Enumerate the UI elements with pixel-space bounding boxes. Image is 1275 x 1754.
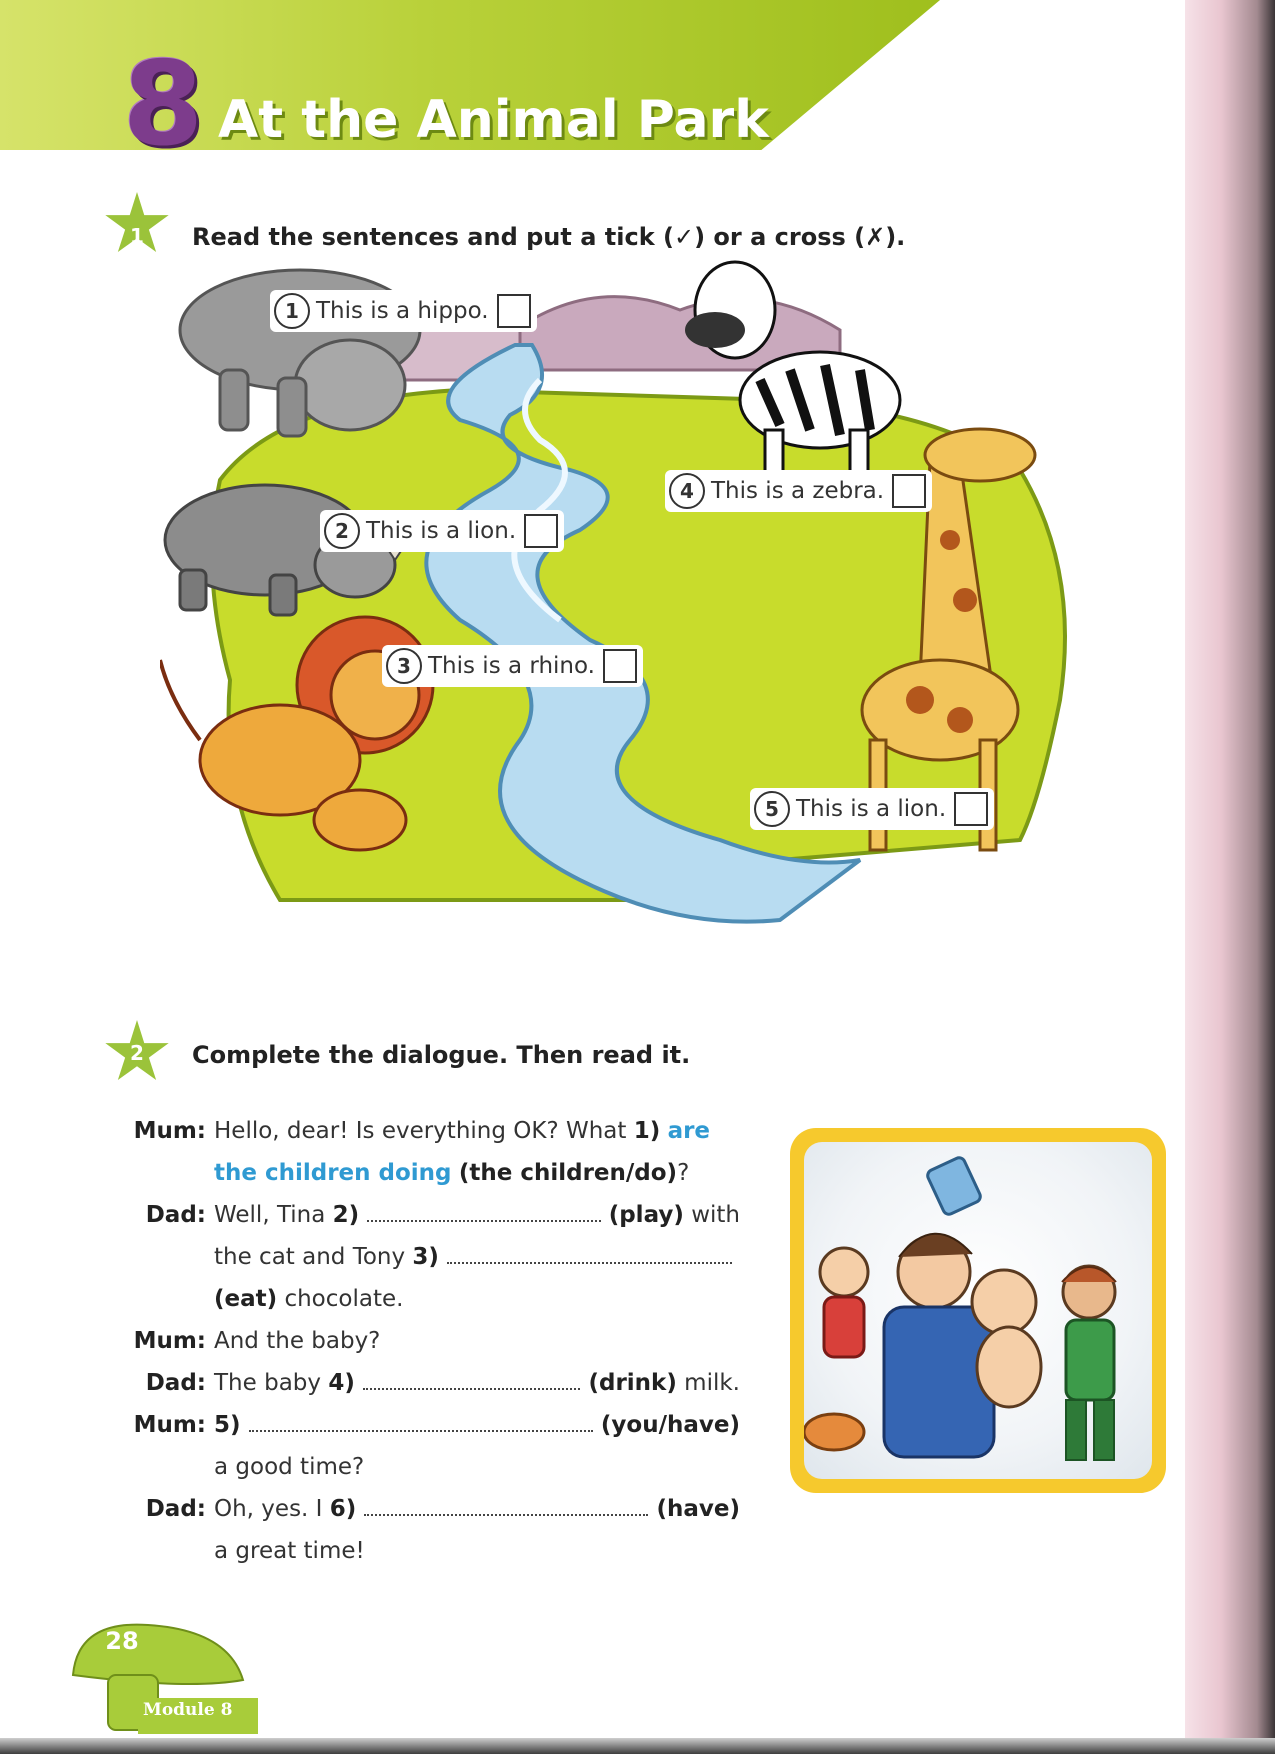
exercise-1-item-1 — [270, 290, 537, 332]
line-text: with — [691, 1202, 740, 1228]
item-number: 4 — [669, 473, 705, 509]
verb-hint: (eat) — [214, 1286, 278, 1312]
line-text: a great time! — [214, 1538, 365, 1564]
unit-number: 8 — [122, 37, 204, 172]
speaker-mum: Mum: — [133, 1118, 206, 1144]
verb-hint: (you/have) — [600, 1412, 740, 1438]
family-illustration — [804, 1142, 1152, 1479]
answer-blank-2[interactable] — [367, 1200, 601, 1222]
item-number: 5 — [754, 791, 790, 827]
answer-blank-4[interactable] — [363, 1368, 581, 1390]
tick-cross-box-4[interactable] — [892, 474, 926, 508]
exercise-1-number: 1 — [130, 224, 144, 248]
line-text: Oh, yes. I — [214, 1496, 323, 1522]
dialogue-line-1 — [120, 1110, 740, 1194]
item-sentence: This is a hippo. — [316, 298, 489, 324]
speaker-dad: Dad: — [145, 1202, 206, 1228]
example-answer: are — [667, 1118, 711, 1144]
dialogue-line-2 — [120, 1194, 740, 1320]
speaker-dad: Dad: — [145, 1370, 206, 1396]
verb-hint: (drink) — [588, 1370, 677, 1396]
verb-hint: (have) — [656, 1496, 740, 1522]
line-text: chocolate. — [284, 1286, 404, 1312]
item-number: 3 — [386, 648, 422, 684]
verb-hint: (the children/do) — [458, 1160, 678, 1186]
answer-blank-3[interactable] — [447, 1242, 732, 1264]
speaker-dad: Dad: — [145, 1496, 206, 1522]
gap-number: 2) — [332, 1202, 360, 1228]
tick-cross-box-3[interactable] — [603, 649, 637, 683]
line-text: And the baby? — [214, 1328, 381, 1354]
line-text: Hello, dear! Is everything OK? What — [214, 1118, 627, 1144]
family-scene-drawing — [804, 1142, 1152, 1479]
dialogue-line-6 — [120, 1488, 740, 1572]
answer-blank-5[interactable] — [249, 1410, 593, 1432]
line-text: The baby — [214, 1370, 321, 1396]
line-text: Well, Tina — [214, 1202, 326, 1228]
gap-number: 5) — [214, 1412, 241, 1438]
animal-park-illustration — [160, 240, 1120, 960]
exercise-1-item-4 — [665, 470, 932, 512]
item-sentence: This is a zebra. — [711, 478, 885, 504]
page-title: At the Animal Park — [218, 90, 769, 150]
park-scene-drawing — [160, 240, 1120, 960]
dialogue — [120, 1110, 740, 1572]
family-picture-frame — [790, 1128, 1166, 1493]
exercise-1-item-5 — [750, 788, 994, 830]
exercise-1-instruction: Read the sentences and put a tick (✓) or a cross (✗). — [192, 223, 906, 251]
page-bottom-edge — [0, 1738, 1275, 1754]
speaker-mum: Mum: — [133, 1412, 206, 1438]
gap-number: 3) — [412, 1244, 439, 1270]
dialogue-line-4 — [120, 1362, 740, 1404]
exercise-1-item-3 — [382, 645, 643, 687]
answer-blank-6[interactable] — [364, 1494, 648, 1516]
gap-number: 4) — [328, 1370, 355, 1396]
dialogue-line-5 — [120, 1404, 740, 1488]
page-number: 28 — [105, 1627, 139, 1655]
tick-cross-box-2[interactable] — [524, 514, 558, 548]
tick-cross-box-5[interactable] — [954, 792, 988, 826]
item-sentence: This is a lion. — [796, 796, 947, 822]
line-text: the cat and Tony — [214, 1244, 406, 1270]
exercise-1-item-2 — [320, 510, 564, 552]
item-number: 2 — [324, 513, 360, 549]
punctuation: ? — [677, 1160, 690, 1186]
exercise-2-number: 2 — [130, 1041, 144, 1065]
line-text: milk. — [684, 1370, 740, 1396]
example-answer-cont: the children doing — [214, 1160, 452, 1186]
book-spine-shadow — [1185, 0, 1275, 1754]
tick-cross-box-1[interactable] — [497, 294, 531, 328]
item-sentence: This is a rhino. — [428, 653, 595, 679]
line-text: a good time? — [214, 1454, 365, 1480]
module-label: Module 8 — [143, 1700, 233, 1720]
speaker-mum: Mum: — [133, 1328, 206, 1354]
verb-hint: (play) — [608, 1202, 684, 1228]
dialogue-line-3 — [120, 1320, 740, 1362]
item-number: 1 — [274, 293, 310, 329]
exercise-2-instruction: Complete the dialogue. Then read it. — [192, 1041, 691, 1069]
item-sentence: This is a lion. — [366, 518, 517, 544]
gap-number: 1) — [633, 1118, 661, 1144]
gap-number: 6) — [329, 1496, 357, 1522]
